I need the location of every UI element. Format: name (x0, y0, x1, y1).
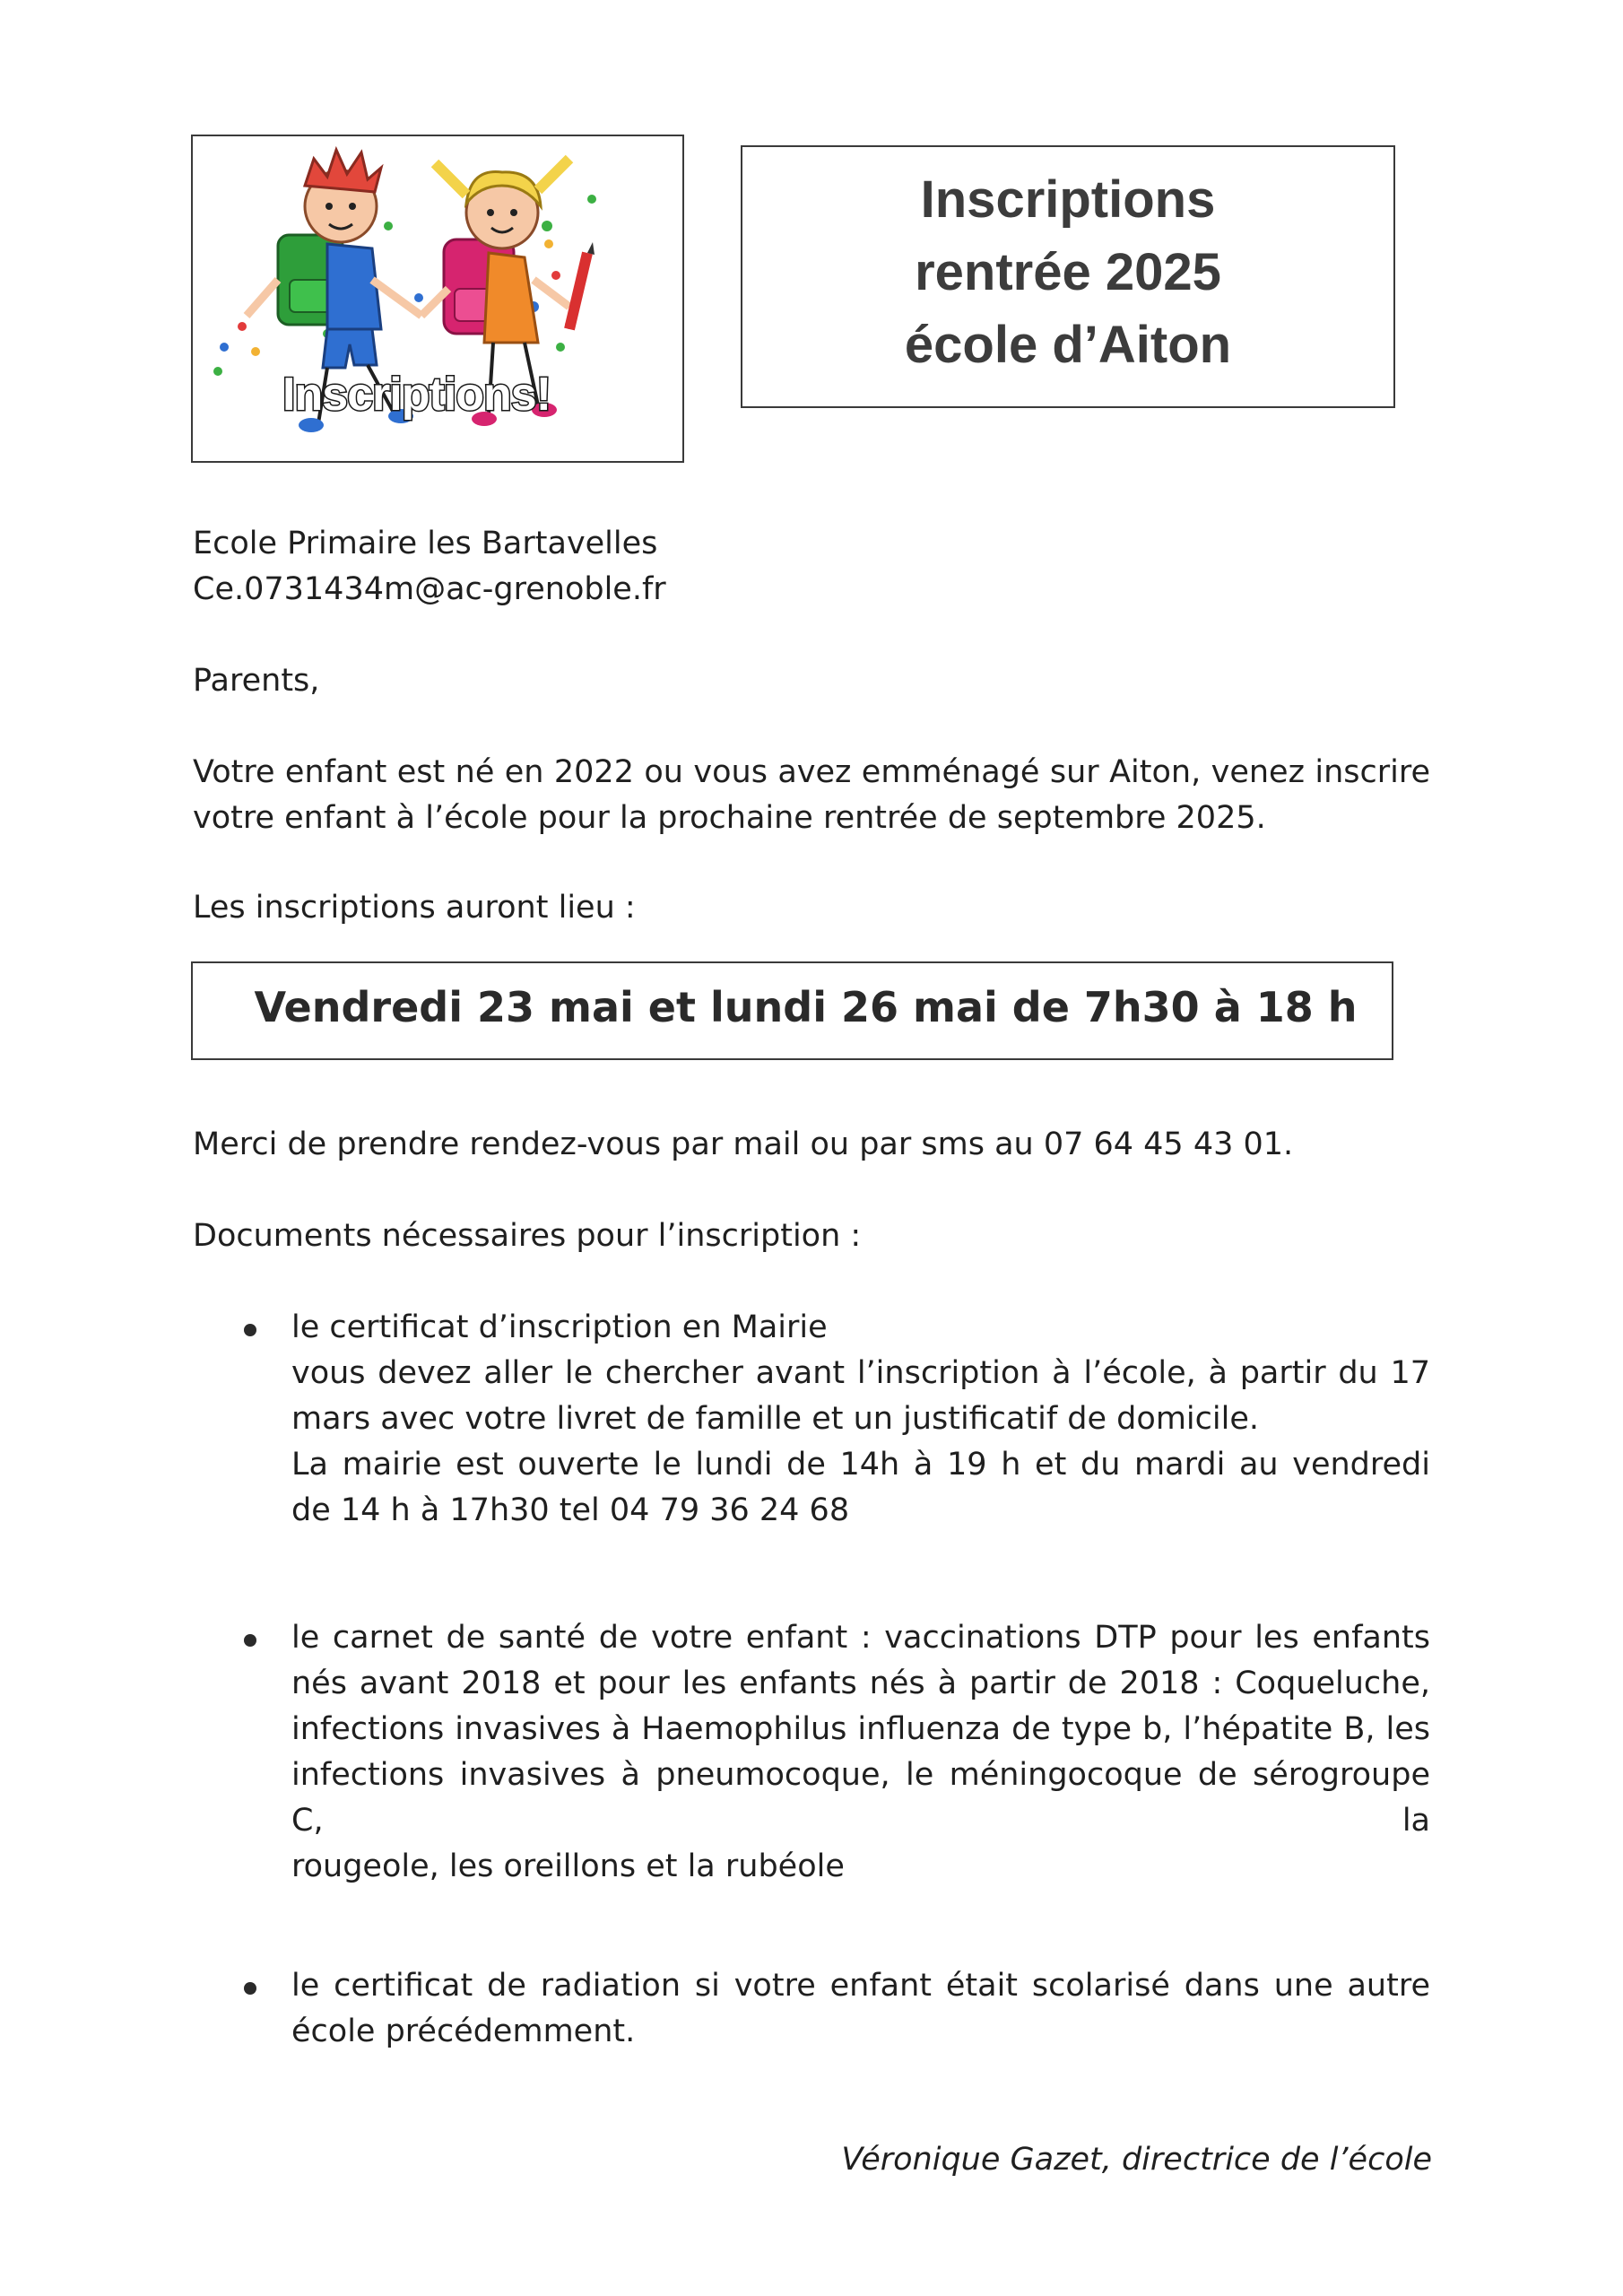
school-email[interactable]: Ce.0731434m@ac-grenoble.fr (193, 571, 666, 607)
list-item (291, 1963, 1430, 2055)
illustration-caption: Inscriptions! (282, 369, 551, 421)
school-name: Ecole Primaire les Bartavelles (193, 526, 658, 561)
bullet-icon (244, 1324, 256, 1336)
documents-intro: Documents nécessaires pour l’inscription : (193, 1218, 862, 1254)
bullet-icon (244, 1634, 256, 1647)
list-item-line: le carnet de santé de votre enfant : vaccinations DTP pour les enfants (291, 1620, 1430, 1656)
dates-box (191, 961, 1393, 1060)
greeting: Parents, (193, 663, 320, 699)
list-item-line: mars avec votre livret de famille et un justificatif de domicile. (291, 1401, 1259, 1437)
bullet-icon (244, 1982, 256, 1995)
list-item-line: La mairie est ouverte le lundi de 14h à 19 h et du mardi au vendredi (291, 1447, 1430, 1483)
list-item (291, 1305, 1430, 1534)
list-item-line: vous devez aller le chercher avant l’inscription à l’école, à partir du 17 (291, 1355, 1430, 1391)
intro-line-1: Votre enfant est né en 2022 ou vous avez emménagé sur Aiton, venez inscrire (193, 754, 1430, 790)
list-item-line: rougeole, les oreillons et la rubéole (291, 1848, 845, 1884)
list-item-line: de 14 h à 17h30 tel 04 79 36 24 68 (291, 1492, 850, 1528)
title-box (741, 145, 1395, 408)
contact-line: Merci de prendre rendez-vous par mail ou par sms au 07 64 45 43 01. (193, 1126, 1294, 1162)
list-item (291, 1615, 1430, 1890)
intro-line-2: votre enfant à l’école pour la prochaine rentrée de septembre 2025. (193, 800, 1266, 836)
list-item-line: le certificat de radiation si votre enfant était scolarisé dans une autre (291, 1968, 1430, 2004)
title-line-3: école d’Aiton (904, 316, 1232, 374)
dates-text: Vendredi 23 mai et lundi 26 mai de 7h30 à 18 h (254, 983, 1358, 1031)
list-item-line: école précédemment. (291, 2013, 636, 2049)
list-item-line: infections invasives à Haemophilus influenza de type b, l’hépatite B, les (291, 1711, 1430, 1747)
header-illustration (191, 135, 684, 463)
list-item-line: le certificat d’inscription en Mairie (291, 1309, 828, 1345)
signature: Véronique Gazet, directrice de l’école (841, 2142, 1432, 2178)
title-line-2: rentrée 2025 (915, 243, 1221, 301)
dates-intro: Les inscriptions auront lieu : (193, 890, 636, 926)
list-item-line: nés avant 2018 et pour les enfants nés à partir de 2018 : Coqueluche, (291, 1665, 1430, 1701)
list-item-line: infections invasives à pneumocoque, le méningocoque de sérogroupe C, la (291, 1757, 1430, 1839)
title-line-1: Inscriptions (920, 170, 1216, 229)
